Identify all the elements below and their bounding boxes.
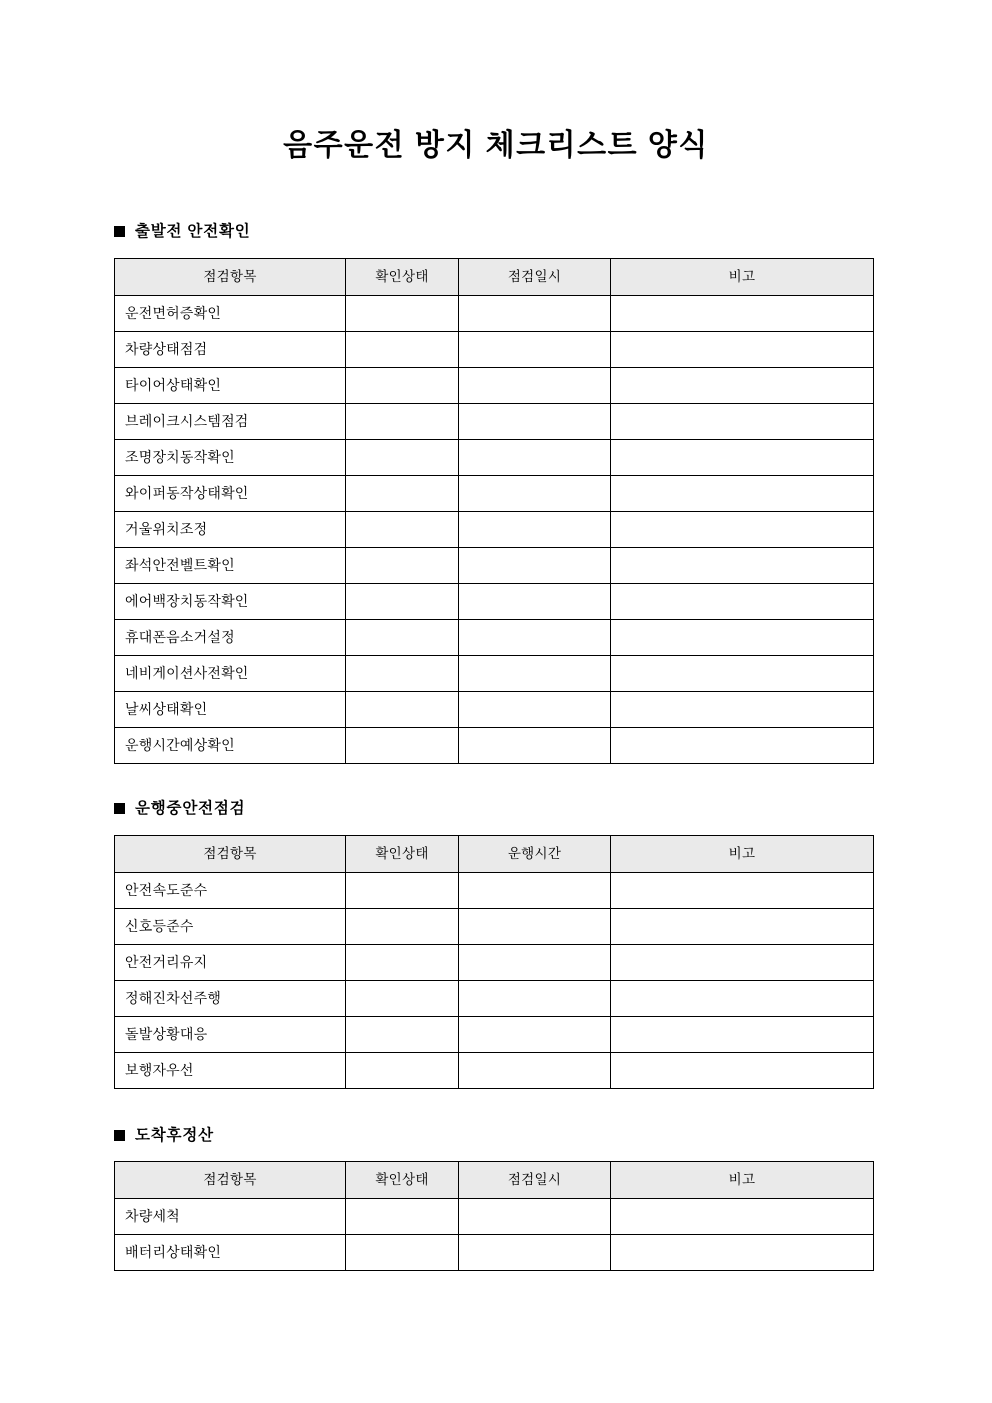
column-header-state: 확인상태	[346, 1162, 459, 1199]
note-cell[interactable]	[611, 548, 874, 584]
column-header-state: 확인상태	[346, 259, 459, 296]
state-cell[interactable]	[346, 945, 459, 981]
table-row	[115, 620, 874, 656]
table-row	[115, 692, 874, 728]
table-row	[115, 728, 874, 764]
state-cell[interactable]	[346, 332, 459, 368]
note-cell[interactable]	[611, 1235, 874, 1271]
state-cell[interactable]	[346, 296, 459, 332]
date-cell[interactable]	[459, 332, 611, 368]
state-cell[interactable]	[346, 909, 459, 945]
column-header-driving-time: 운행시간	[459, 836, 611, 873]
square-bullet-icon	[114, 803, 125, 814]
table-row	[115, 1017, 874, 1053]
section-title-3: 도착후정산	[135, 1127, 214, 1144]
table-row	[115, 873, 874, 909]
table-row	[115, 368, 874, 404]
column-header-item: 점검항목	[115, 1162, 346, 1199]
state-cell[interactable]	[346, 1053, 459, 1089]
driving-time-cell[interactable]	[459, 1017, 611, 1053]
note-cell[interactable]	[611, 584, 874, 620]
table-row	[115, 476, 874, 512]
table-row	[115, 584, 874, 620]
state-cell[interactable]	[346, 440, 459, 476]
section-title-1: 출발전 안전확인	[135, 223, 251, 240]
checklist-item-label: 배터리상태확인	[115, 1235, 346, 1271]
table-row	[115, 1235, 874, 1271]
state-cell[interactable]	[346, 476, 459, 512]
column-header-note: 비고	[611, 836, 874, 873]
table-row	[115, 548, 874, 584]
table-row	[115, 1199, 874, 1235]
state-cell[interactable]	[346, 584, 459, 620]
note-cell[interactable]	[611, 1017, 874, 1053]
date-cell[interactable]	[459, 620, 611, 656]
note-cell[interactable]	[611, 656, 874, 692]
column-header-date: 점검일시	[459, 1162, 611, 1199]
checklist-item-label: 와이퍼동작상태확인	[115, 476, 346, 512]
state-cell[interactable]	[346, 1235, 459, 1271]
column-header-note: 비고	[611, 1162, 874, 1199]
checklist-item-label: 거울위치조정	[115, 512, 346, 548]
square-bullet-icon	[114, 1130, 125, 1141]
table-header-row	[115, 1162, 874, 1199]
checklist-item-label: 안전속도준수	[115, 873, 346, 909]
checklist-item-label: 차량세척	[115, 1199, 346, 1235]
checklist-item-label: 정해진차선주행	[115, 981, 346, 1017]
section-title-2: 운행중안전점검	[135, 800, 246, 817]
column-header-state: 확인상태	[346, 836, 459, 873]
note-cell[interactable]	[611, 404, 874, 440]
state-cell[interactable]	[346, 1199, 459, 1235]
checklist-item-label: 운행시간예상확인	[115, 728, 346, 764]
date-cell[interactable]	[459, 656, 611, 692]
table-row	[115, 981, 874, 1017]
section-heading-1	[114, 224, 251, 240]
page-title: 음주운전 방지 체크리스트 양식	[283, 129, 709, 162]
date-cell[interactable]	[459, 296, 611, 332]
column-header-item: 점검항목	[115, 259, 346, 296]
note-cell[interactable]	[611, 476, 874, 512]
note-cell[interactable]	[611, 1199, 874, 1235]
checklist-item-label: 날씨상태확인	[115, 692, 346, 728]
checklist-item-label: 안전거리유지	[115, 945, 346, 981]
checklist-item-label: 조명장치동작확인	[115, 440, 346, 476]
column-header-item: 점검항목	[115, 836, 346, 873]
table-row	[115, 656, 874, 692]
checklist-item-label: 에어백장치동작확인	[115, 584, 346, 620]
checklist-table-2	[114, 835, 874, 1089]
date-cell[interactable]	[459, 548, 611, 584]
note-cell[interactable]	[611, 620, 874, 656]
state-cell[interactable]	[346, 981, 459, 1017]
table-row	[115, 440, 874, 476]
checklist-table-1	[114, 258, 874, 764]
note-cell[interactable]	[611, 873, 874, 909]
column-header-date: 점검일시	[459, 259, 611, 296]
note-cell[interactable]	[611, 945, 874, 981]
checklist-item-label: 돌발상황대응	[115, 1017, 346, 1053]
checklist-item-label: 차량상태점검	[115, 332, 346, 368]
state-cell[interactable]	[346, 512, 459, 548]
state-cell[interactable]	[346, 404, 459, 440]
note-cell[interactable]	[611, 368, 874, 404]
state-cell[interactable]	[346, 692, 459, 728]
table-row	[115, 296, 874, 332]
note-cell[interactable]	[611, 512, 874, 548]
state-cell[interactable]	[346, 656, 459, 692]
driving-time-cell[interactable]	[459, 981, 611, 1017]
date-cell[interactable]	[459, 584, 611, 620]
square-bullet-icon	[114, 226, 125, 237]
checklist-table-3	[114, 1161, 874, 1271]
state-cell[interactable]	[346, 368, 459, 404]
checklist-item-label: 브레이크시스템점검	[115, 404, 346, 440]
note-cell[interactable]	[611, 1053, 874, 1089]
date-cell[interactable]	[459, 440, 611, 476]
note-cell[interactable]	[611, 332, 874, 368]
date-cell[interactable]	[459, 476, 611, 512]
driving-time-cell[interactable]	[459, 945, 611, 981]
note-cell[interactable]	[611, 728, 874, 764]
driving-time-cell[interactable]	[459, 873, 611, 909]
checklist-item-label: 휴대폰음소거설정	[115, 620, 346, 656]
date-cell[interactable]	[459, 1199, 611, 1235]
table-row	[115, 945, 874, 981]
checklist-item-label: 좌석안전벨트확인	[115, 548, 346, 584]
table-header-row	[115, 259, 874, 296]
state-cell[interactable]	[346, 728, 459, 764]
checklist-item-label: 보행자우선	[115, 1053, 346, 1089]
table-row	[115, 332, 874, 368]
note-cell[interactable]	[611, 440, 874, 476]
checklist-item-label: 신호등준수	[115, 909, 346, 945]
state-cell[interactable]	[346, 620, 459, 656]
section-heading-2	[114, 801, 245, 817]
date-cell[interactable]	[459, 404, 611, 440]
table-row	[115, 404, 874, 440]
driving-time-cell[interactable]	[459, 1053, 611, 1089]
note-cell[interactable]	[611, 909, 874, 945]
state-cell[interactable]	[346, 873, 459, 909]
date-cell[interactable]	[459, 728, 611, 764]
date-cell[interactable]	[459, 512, 611, 548]
table-header-row	[115, 836, 874, 873]
state-cell[interactable]	[346, 1017, 459, 1053]
column-header-note: 비고	[611, 259, 874, 296]
date-cell[interactable]	[459, 692, 611, 728]
checklist-item-label: 네비게이션사전확인	[115, 656, 346, 692]
date-cell[interactable]	[459, 1235, 611, 1271]
checklist-item-label: 운전면허증확인	[115, 296, 346, 332]
note-cell[interactable]	[611, 296, 874, 332]
section-heading-3	[114, 1128, 214, 1144]
note-cell[interactable]	[611, 692, 874, 728]
note-cell[interactable]	[611, 981, 874, 1017]
checklist-item-label: 타이어상태확인	[115, 368, 346, 404]
table-row	[115, 909, 874, 945]
driving-time-cell[interactable]	[459, 909, 611, 945]
state-cell[interactable]	[346, 548, 459, 584]
date-cell[interactable]	[459, 368, 611, 404]
table-row	[115, 512, 874, 548]
table-row	[115, 1053, 874, 1089]
